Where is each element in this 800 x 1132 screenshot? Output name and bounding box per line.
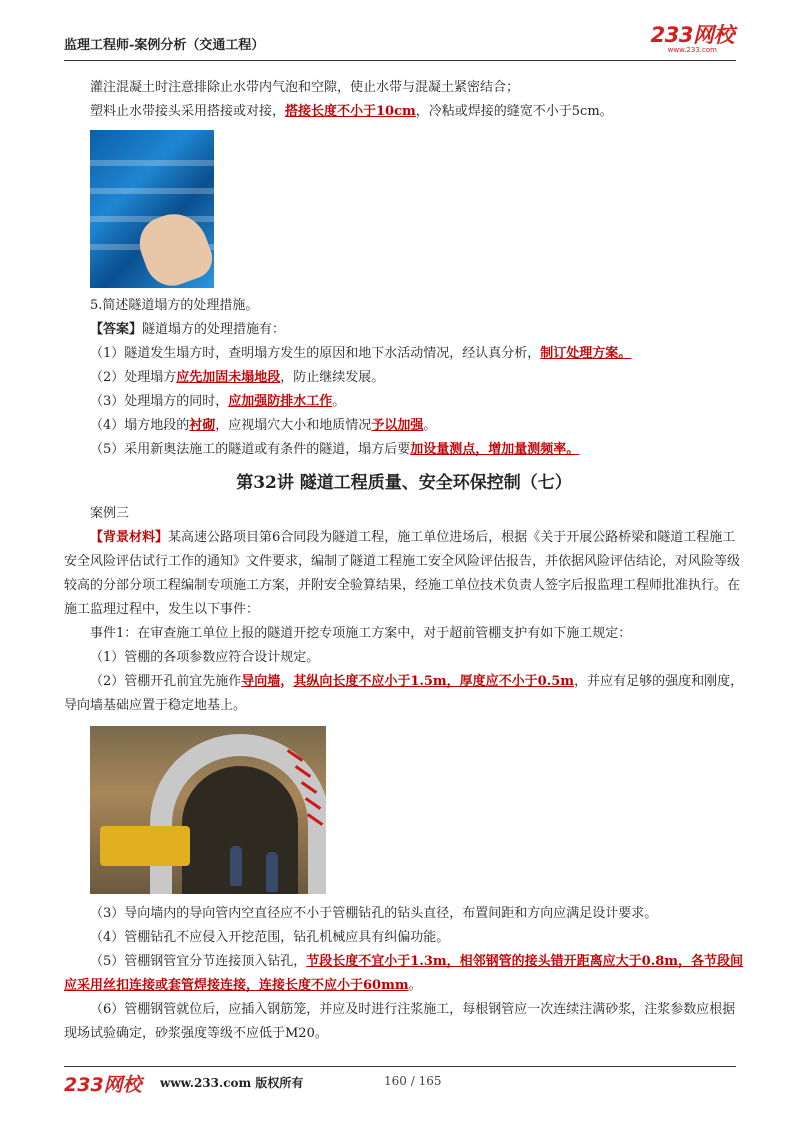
text: （1）隧道发生塌方时，查明塌方发生的原因和地下水活动情况，经认真分析， [90, 346, 541, 361]
case-background [64, 526, 744, 622]
intro-line-2 [64, 100, 744, 124]
case-label: 案例三 [90, 506, 130, 521]
answer-label: 【答案】 [90, 322, 143, 337]
page-header [64, 23, 736, 61]
highlight-text: 制订处理方案。 [540, 346, 632, 361]
text: 某高速公路项目第6合同段为隧道工程，施工单位进场后，根据《关于开展公路桥梁和隧道工程施工安全风险评估试行工作的通知》文件要求，编制了隧道工程施工安全风险评估报告，并依据风险评估结论，对风险等级较高的分部分项工程编制专项施工方案，并附安全验算结果，经施工单位技术负责人签字后报监理工程师批准执行。在施工监理过程中，发生以下事件： [64, 530, 741, 617]
text: （3）处理塌方的同时， [90, 394, 229, 409]
text: （5）管棚钢管宜分节连接顶入钻孔， [90, 954, 307, 969]
highlight-text: 应加强防排水工作 [228, 394, 333, 409]
highlight-text: 节段长度不宜小于1.3m，相邻钢管的接头错开距离应大于0.8m，各节段间应采用丝扣连接或套管焊接连接，连接长度不应小于60mm [64, 954, 744, 993]
text: 。 [408, 978, 422, 993]
drilling-rig [100, 826, 190, 866]
highlight-text: 加设量测点，增加量测频率。 [410, 442, 580, 457]
logo-text: 233网校 [650, 23, 734, 47]
text: ，冷粘或焊接的缝宽不小于5cm。 [415, 104, 613, 119]
logo-subtext: www.233.com [667, 46, 717, 54]
highlight-text: 衬砌 [189, 418, 216, 433]
answer-item-4 [64, 414, 744, 438]
page-number: 160 / 165 [384, 1074, 442, 1088]
answer-item-5 [64, 438, 744, 462]
text: 隧道塌方的处理措施有： [142, 322, 286, 337]
text: ， [280, 674, 294, 689]
header-title: 监理工程师-案例分析（交通工程） [64, 38, 265, 53]
highlight-text: 导向墙 [241, 674, 281, 689]
answer-item-1 [64, 342, 744, 366]
highlight-text: 应先加固未塌地段 [176, 370, 281, 385]
question-5: 5.简述隧道塌方的处理措施。 [90, 298, 259, 313]
rule-6: （6）管棚钢管就位后，应插入钢筋笼，并应及时进行注浆施工，每根钢管应一次连续注满砂浆，注浆参数应根据现场试验确定，砂浆强度等级不应低于M20。 [64, 1002, 736, 1041]
text: ，并应有足够的强度和刚度，导向墙基础应置于稳定地基上。 [64, 674, 744, 713]
background-label: 【背景材料】 [90, 530, 169, 545]
footer-logo: 233网校 [64, 1074, 142, 1096]
section-title: 第32讲 隧道工程质量、安全环保控制（七） [236, 473, 572, 493]
waterstop-photo [90, 130, 214, 288]
answer-item-2 [64, 366, 744, 390]
rule-1: （1）管棚的各项参数应符合设计规定。 [90, 650, 320, 665]
answer-lead [64, 318, 744, 342]
text: （2）处理塌方 [90, 370, 177, 385]
highlight-text: 搭接长度不小于10cm [285, 104, 416, 119]
rule-2 [64, 670, 744, 718]
text: （2）管棚开孔前宜先施作 [90, 674, 242, 689]
text: 塑料止水带接头采用搭接或对接， [90, 104, 286, 119]
rule-3: （3）导向墙内的导向管内空直径应不小于管棚钻孔的钻头直径，布置间距和方向应满足设计要求。 [90, 906, 658, 921]
text: ，应视塌穴大小和地质情况 [215, 418, 372, 433]
highlight-text: 予以加强 [371, 418, 424, 433]
main-content [64, 76, 744, 1046]
footer-copyright: www.233.com 版权所有 [160, 1076, 304, 1090]
intro-line-1: 灌注混凝土时注意排除止水带内气泡和空隙，使止水带与混凝土紧密结合； [90, 80, 520, 95]
page-footer [64, 1066, 736, 1096]
event-1: 事件1：在审查施工单位上报的隧道开挖专项施工方案中，对于超前管棚支护有如下施工规定： [90, 626, 632, 641]
text: （5）采用新奥法施工的隧道或有条件的隧道，塌方后要 [90, 442, 411, 457]
text: 。 [423, 418, 437, 433]
brand-logo [651, 24, 734, 54]
text: ，防止继续发展。 [280, 370, 385, 385]
text: 。 [332, 394, 346, 409]
answer-item-3 [64, 390, 744, 414]
text: （4）塌方地段的 [90, 418, 190, 433]
rule-4: （4）管棚钻孔不应侵入开挖范围，钻孔机械应具有纠偏功能。 [90, 930, 450, 945]
rule-5 [64, 950, 744, 998]
highlight-text: 其纵向长度不应小于1.5m，厚度应不小于0.5m [293, 674, 575, 689]
tunnel-pipe-roof-photo [90, 726, 326, 894]
